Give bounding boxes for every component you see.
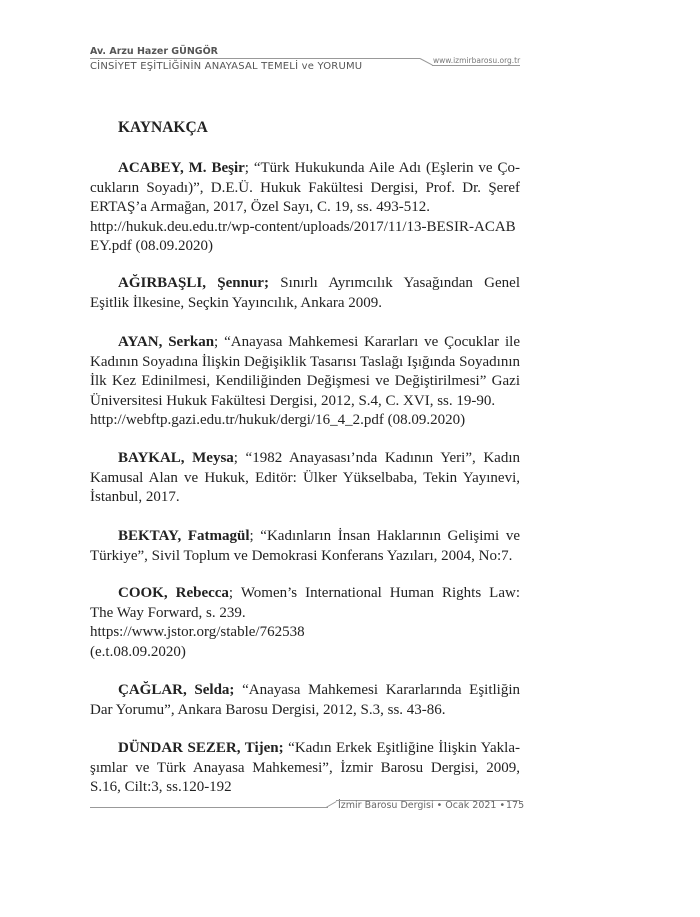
header-title: CİNSİYET EŞİTLİĞİNİN ANAYASAL TEMELİ ve YORUMU (90, 61, 363, 72)
entry-author: DÜNDAR SEZER, Tijen; (118, 740, 284, 756)
entry-url: https://www.jstor.org/stable/762538 (90, 624, 305, 641)
header-rule-right (432, 65, 520, 66)
footer-journal: İzmir Barosu Dergisi • Ocak 2021 • (338, 800, 506, 811)
entry-author: BEKTAY, Fatmagül (118, 528, 250, 544)
entry-access-date: (e.t.08.09.2020) (90, 643, 186, 660)
entry-text: ; “Kadınların İnsan Haklarının Gelişimi ve Türkiye”, Sivil Toplum ve Demokrasi Konferans Yazıları, 2004, No:7. (90, 528, 520, 564)
reference-entry (90, 449, 520, 508)
entry-text: Sınırlı Ayrımcılık Yasağından Genel Eşitlik İlkesine, Seçkin Yayıncılık, Ankara 2009. (90, 275, 520, 311)
footer-rule (90, 807, 328, 808)
header-url: www.izmirbarosu.org.tr (433, 56, 521, 65)
entry-author: AĞIRBAŞLI, Şennur; (118, 275, 269, 291)
header-rule-slant (420, 58, 433, 65)
entry-author: AYAN, Serkan (118, 334, 215, 350)
entry-text: ; “Anayasa Mahkemesi Kararları ve Çocuklar ile Kadının Soyadına İlişkin Değişiklik Tasarısı Taslağı Işığında Soyadının İlk Kez Edinilmesi, Kendiliğinden Değişmesi ve Değiştirilmesi” Gazi Üniversitesi Hukuk Fakültesi Dergisi, 2012, S.4, C. XVI, ss. 19-90. (90, 334, 520, 409)
entry-author: BAYKAL, Meysa (118, 450, 234, 466)
footer-rule-slant (326, 801, 337, 808)
reference-entry (90, 739, 520, 798)
header-rule (90, 58, 420, 59)
entry-text: “Kadın Erkek Eşitliğine İlişkin Yaklaşımlar ve Türk Anayasa Mahkemesi”, İzmir Barosu Dergisi, 2009, S.16, Cilt:3, ss.120-192 (90, 740, 520, 796)
entry-url: http://webftp.gazi.edu.tr/hukuk/dergi/16_4_2.pdf (08.09.2020) (90, 412, 466, 429)
entry-text: ; Women’s International Human Rights Law: The Way Forward, s. 239. (90, 585, 520, 621)
entry-author: ÇAĞLAR, Selda; (118, 682, 235, 698)
entry-text: ; “Türk Hukukunda Aile Adı (Eşlerin ve Çocukların Soyadı)”, D.E.Ü. Hukuk Fakültesi Dergisi, Prof. Dr. Şeref ERTAŞ’a Armağan, 2017, Özel Sayı, C. 19, ss. 493-512. (90, 160, 520, 216)
reference-entry (90, 681, 520, 720)
reference-entry (90, 274, 520, 313)
entry-author: COOK, Rebecca (118, 585, 229, 601)
entry-url: http://hukuk.deu.edu.tr/wp-content/uploads/2017/11/13-BESIR-ACABEY.pdf (08.09.2020) (90, 218, 516, 255)
reference-entry (90, 333, 520, 431)
reference-entry (90, 527, 520, 566)
entry-text: “Anayasa Mahkemesi Kararlarında Eşitliğin Dar Yorumu”, Ankara Barosu Dergisi, 2012, S.3, ss. 43-86. (90, 682, 521, 718)
page-number: 175 (506, 800, 525, 811)
header-author: Av. Arzu Hazer GÜNGÖR (90, 46, 218, 57)
reference-entry (90, 584, 520, 662)
reference-entry (90, 159, 520, 257)
section-title: KAYNAKÇA (118, 119, 208, 136)
entry-author: ACABEY, M. Beşir (118, 160, 245, 176)
entry-text: ; “1982 Anayasası’nda Kadının Yeri”, Kadın Kamusal Alan ve Hukuk, Editör: Ülker Yükselbaba, Tekin Yayınevi, İstanbul, 2017. (90, 450, 520, 506)
